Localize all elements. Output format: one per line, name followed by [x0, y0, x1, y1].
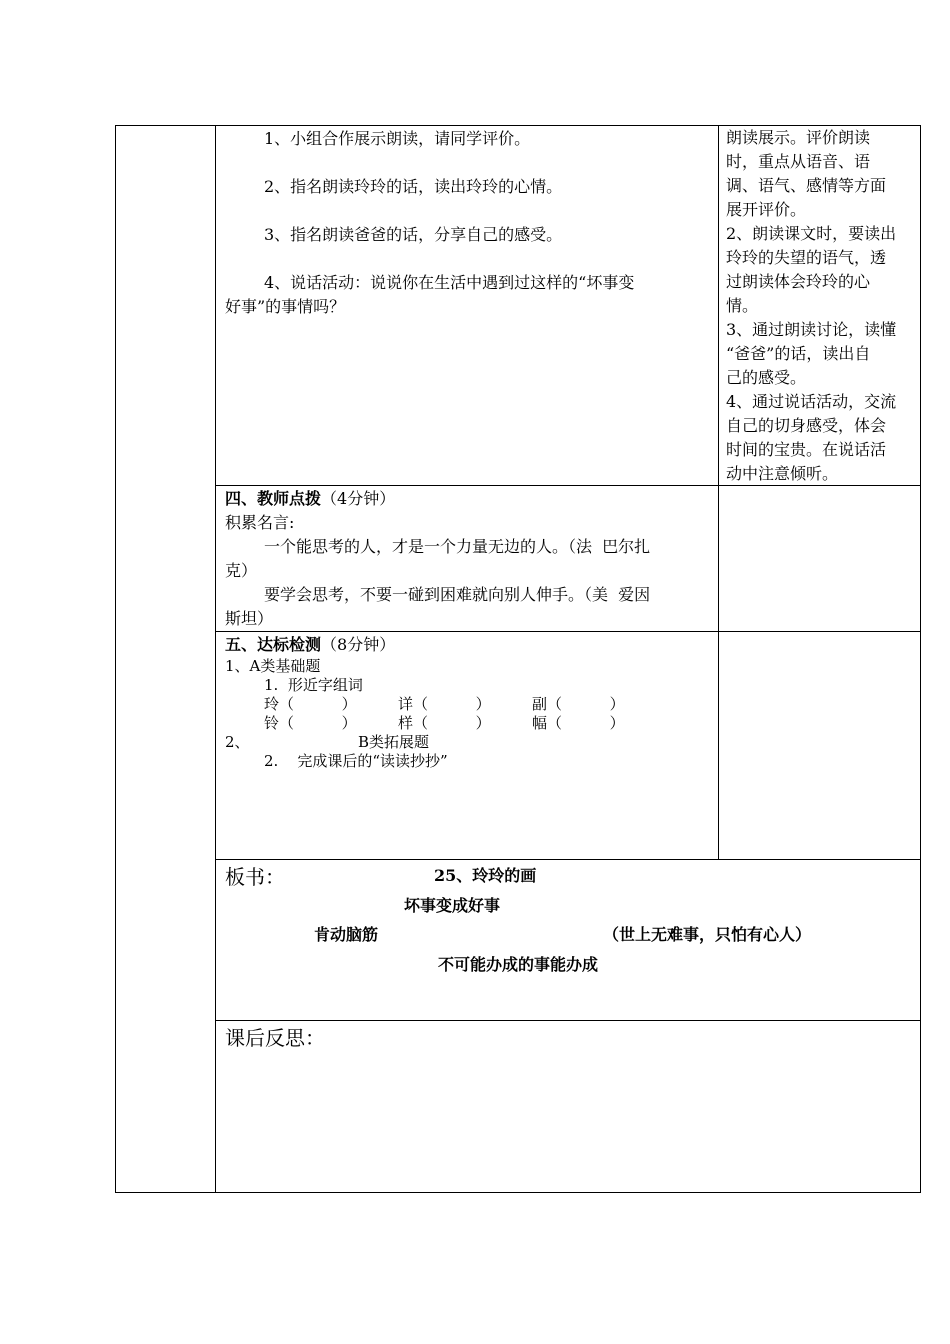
quote-2-line2: 斯坦）	[225, 609, 274, 628]
word-blank: 样（ ）	[398, 714, 491, 732]
board-label: 板书：	[225, 865, 285, 889]
note-line: 动中注意倾听。	[726, 464, 839, 483]
note-line: 过朗读体会玲玲的心	[726, 272, 871, 291]
note-line: 自己的切身感受，体会	[726, 416, 887, 435]
section5-title: 五、达标检测	[225, 635, 322, 654]
section4-time: （4分钟）	[321, 489, 396, 508]
b-type-number: 2、	[225, 733, 250, 751]
note-line: 展开评价。	[726, 200, 807, 219]
note-line: 时间的宝贵。在说话活	[726, 440, 887, 459]
section4-subtitle: 积累名言:	[225, 513, 295, 532]
note-line: 2、朗读课文时，要读出	[726, 224, 897, 243]
activity-item-1: 1、小组合作展示朗读，请同学评价。	[264, 129, 531, 148]
quote-1-line1: 一个能思考的人，才是一个力量无边的人。（法 巴尔扎	[264, 537, 651, 556]
activity-item-4: 4、说话活动：说说你在生活中遇到过这样的“坏事变	[264, 273, 635, 292]
activity-item-4-cont: 好事”的事情吗？	[225, 297, 346, 316]
word-blank: 铃（ ）	[264, 714, 357, 732]
exercise-1-label: 1. 形近字组词	[264, 676, 363, 694]
board-title: 25、玲玲的画	[434, 866, 537, 885]
exercise-2-label: 2. 完成课后的“读读抄抄”	[264, 752, 448, 770]
note-line: “爸爸”的话，读出自	[726, 344, 871, 363]
column-divider-main	[215, 125, 216, 1193]
activity-item-2: 2、指名朗读玲玲的话，读出玲玲的心情。	[264, 177, 563, 196]
word-blank: 详（ ）	[398, 695, 491, 713]
note-line: 4、通过说话活动，交流	[726, 392, 897, 411]
board-right: （世上无难事，只怕有心人）	[603, 925, 812, 944]
column-divider-notes	[718, 125, 719, 860]
table-bottom-border	[115, 1192, 921, 1193]
section5-heading	[225, 635, 395, 655]
note-line: 玲玲的失望的语气，透	[726, 248, 887, 267]
section5-time: （8分钟）	[321, 635, 396, 654]
note-line: 时，重点从语音、语	[726, 152, 871, 171]
note-line: 调、语气、感情等方面	[726, 176, 887, 195]
note-line: 己的感受。	[726, 368, 807, 387]
board-line-3: 不可能办成的事能办成	[438, 955, 599, 974]
table-left-border	[115, 125, 116, 1193]
row-divider-reflection	[215, 1020, 921, 1021]
b-type-label: B类拓展题	[358, 733, 430, 751]
table-right-border	[920, 125, 921, 1193]
row-divider-section5	[215, 631, 921, 632]
section4-heading	[225, 489, 395, 509]
word-blank: 副（ ）	[532, 695, 625, 713]
quote-2-line1: 要学会思考，不要一碰到困难就向别人伸手。（美 爱因	[264, 585, 651, 604]
note-line: 3、通过朗读讨论，读懂	[726, 320, 897, 339]
section4-title: 四、教师点拨	[225, 489, 322, 508]
word-blank: 玲（ ）	[264, 695, 357, 713]
word-blank: 幅（ ）	[532, 714, 625, 732]
design-notes	[726, 126, 918, 486]
board-line-1: 坏事变成好事	[404, 896, 501, 915]
note-line: 朗读展示。评价朗读	[726, 128, 871, 147]
activity-item-3: 3、指名朗读爸爸的话，分享自己的感受。	[264, 225, 563, 244]
row-divider-board	[215, 859, 921, 860]
board-left: 肯动脑筋	[314, 925, 379, 944]
a-type-label: 1、A类基础题	[225, 657, 321, 675]
note-line: 情。	[726, 296, 759, 315]
quote-1-line2: 克）	[225, 561, 258, 580]
reflection-label: 课后反思：	[225, 1026, 325, 1050]
